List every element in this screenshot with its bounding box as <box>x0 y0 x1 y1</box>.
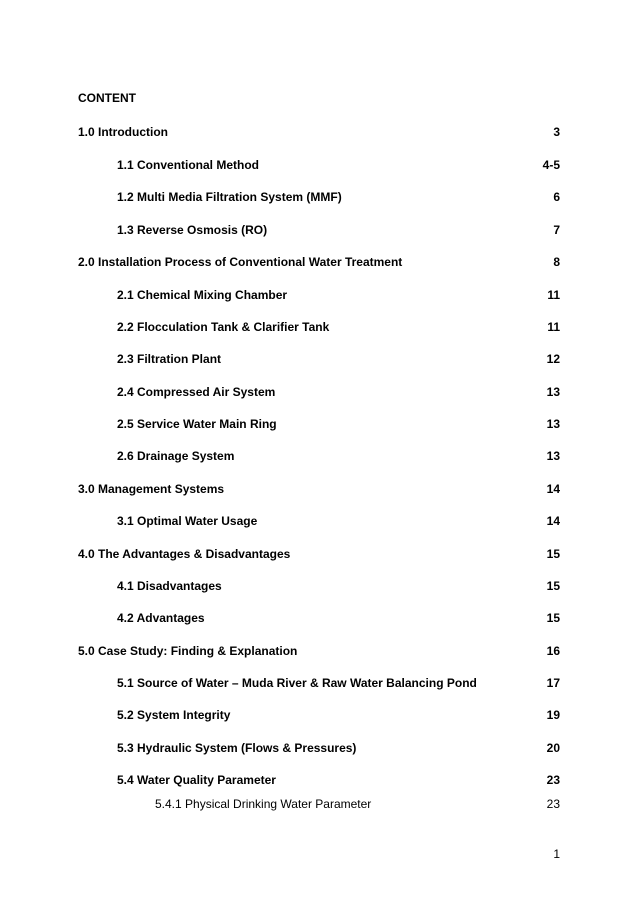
toc-entry-page: 15 <box>546 611 560 625</box>
toc-entry-page: 13 <box>546 417 560 431</box>
toc-entry-label: 2.6 Drainage System <box>117 449 235 463</box>
toc-entry-label: 4.1 Disadvantages <box>117 579 222 593</box>
toc-entry-label: 4.2 Advantages <box>117 611 205 625</box>
toc-entry <box>0 124 638 140</box>
toc-entry <box>0 157 638 173</box>
toc-entry-page: 19 <box>546 708 560 722</box>
toc-entry-page: 20 <box>546 741 560 755</box>
toc-entry <box>0 254 638 270</box>
toc-entry <box>0 416 638 432</box>
toc-entry <box>0 513 638 529</box>
toc-entry-page: 11 <box>547 320 560 334</box>
toc-entry-label: 5.0 Case Study: Finding & Explanation <box>78 644 298 658</box>
toc-entry <box>0 351 638 367</box>
toc-entry-label: 1.1 Conventional Method <box>117 158 260 172</box>
toc-entry-page: 4-5 <box>542 158 560 172</box>
toc-entry <box>0 481 638 497</box>
toc-entry <box>0 675 638 691</box>
toc-entry-label: 1.2 Multi Media Filtration System (MMF) <box>117 190 342 204</box>
toc-entry-page: 16 <box>546 644 560 658</box>
toc-entry-label: 1.0 Introduction <box>78 125 168 139</box>
toc-entry-label: 2.3 Filtration Plant <box>117 352 222 366</box>
toc-entry-label: 2.5 Service Water Main Ring <box>117 417 277 431</box>
toc-entry-label: 5.2 System Integrity <box>117 708 231 722</box>
toc-entry-page: 7 <box>553 223 560 237</box>
toc-heading: CONTENT <box>78 91 136 105</box>
toc-entry-page: 14 <box>546 514 560 528</box>
toc-entry-label: 5.4 Water Quality Parameter <box>117 773 276 787</box>
toc-entry-page: 13 <box>546 449 560 463</box>
toc-entry-page: 13 <box>546 385 560 399</box>
toc-entry-label: 5.1 Source of Water – Muda River & Raw Water Balancing Pond <box>117 676 477 690</box>
toc-entry-page: 6 <box>553 190 560 204</box>
toc-entry <box>0 319 638 335</box>
toc-entry-page: 15 <box>546 579 560 593</box>
toc-entry <box>0 189 638 205</box>
toc-entry-page: 12 <box>546 352 560 366</box>
toc-entry-label: 2.1 Chemical Mixing Chamber <box>117 288 288 302</box>
toc-entry-label: 2.4 Compressed Air System <box>117 385 276 399</box>
toc-entry <box>0 796 638 812</box>
toc-entry-label: 4.0 The Advantages & Disadvantages <box>78 547 291 561</box>
page-number: 1 <box>553 847 560 861</box>
toc-entry <box>0 287 638 303</box>
toc-entry <box>0 707 638 723</box>
toc-entry-page: 23 <box>546 797 560 811</box>
toc-entry <box>0 448 638 464</box>
toc-entry-label: 5.4.1 Physical Drinking Water Parameter <box>155 797 372 811</box>
toc-entry <box>0 610 638 626</box>
toc-entry-page: 8 <box>553 255 560 269</box>
toc-entry <box>0 546 638 562</box>
toc-entry-page: 17 <box>546 676 560 690</box>
toc-entry-page: 3 <box>553 125 560 139</box>
toc-entry <box>0 578 638 594</box>
toc-entry-page: 11 <box>547 288 560 302</box>
toc-entry-page: 14 <box>546 482 560 496</box>
toc-entry-label: 2.0 Installation Process of Conventional Water Treatment <box>78 255 403 269</box>
toc-entry <box>0 222 638 238</box>
toc-entry-label: 1.3 Reverse Osmosis (RO) <box>117 223 268 237</box>
toc-entry <box>0 643 638 659</box>
toc-entry-page: 23 <box>546 773 560 787</box>
toc-entry <box>0 384 638 400</box>
toc-entry-label: 2.2 Flocculation Tank & Clarifier Tank <box>117 320 330 334</box>
toc-entry-page: 15 <box>546 547 560 561</box>
toc-entry-label: 3.0 Management Systems <box>78 482 225 496</box>
toc-entry <box>0 740 638 756</box>
toc-entry-label: 3.1 Optimal Water Usage <box>117 514 258 528</box>
toc-entry <box>0 772 638 788</box>
toc-entry-label: 5.3 Hydraulic System (Flows & Pressures) <box>117 741 357 755</box>
